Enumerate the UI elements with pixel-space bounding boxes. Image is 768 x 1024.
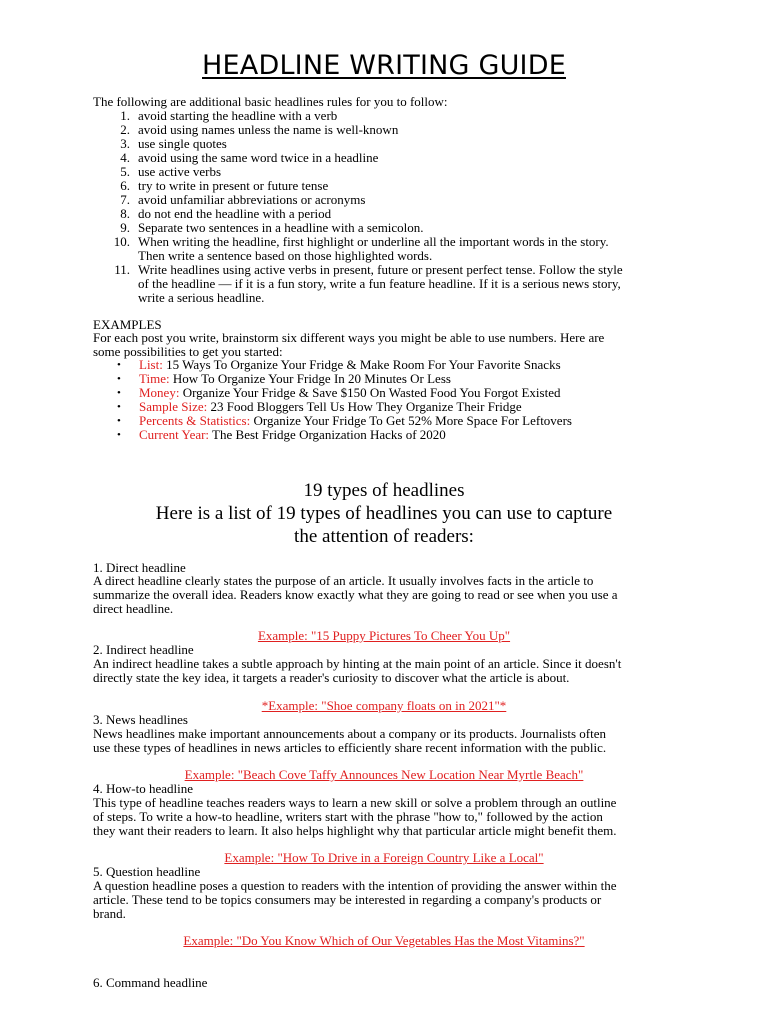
paragraph-line: This type of headline teaches readers ways to learn a new skill or solve a problem through an outline: [93, 795, 617, 810]
examples-intro-line: some possibilities to get you started:: [93, 344, 283, 359]
paragraph-line: use these types of headlines in news articles to efficiently share recent information with the public.: [93, 740, 607, 755]
rule-text: use single quotes: [138, 136, 227, 151]
section-paragraph: [93, 657, 668, 685]
section-example: Example: "Beach Cove Taffy Announces New Location Near Myrtle Beach": [184, 767, 584, 782]
rule-text: avoid unfamiliar abbreviations or acronyms: [138, 192, 366, 207]
example-item: [93, 358, 653, 372]
rule-item: [93, 179, 663, 193]
rule-text: try to write in present or future tense: [138, 178, 329, 193]
section-example: Example: "15 Puppy Pictures To Cheer You Up": [257, 628, 511, 643]
bullet-icon: •: [117, 429, 121, 441]
bullet-icon: •: [117, 359, 121, 371]
rule-item: [93, 123, 663, 137]
paragraph-line: article. These tend to be topics consumers may be interested in regarding a company's products or: [93, 892, 602, 907]
rule-text: Then write a sentence based on those highlighted words.: [138, 248, 433, 263]
rule-item: [93, 235, 663, 263]
examples-intro: [93, 331, 673, 359]
rule-item: [93, 193, 663, 207]
rule-number: 9.: [120, 220, 130, 235]
rule-item: [93, 221, 663, 235]
section-title: 1. Direct headline: [93, 560, 186, 575]
section-paragraph: [93, 574, 668, 616]
rule-item: [93, 207, 663, 221]
example-label: List:: [139, 357, 163, 372]
rule-number: 5.: [120, 164, 130, 179]
section-example: *Example: "Shoe company floats on in 2021"*: [261, 698, 507, 713]
rule-text: Separate two sentences in a headline with a semicolon.: [138, 220, 424, 235]
section-title: 3. News headlines: [93, 712, 188, 727]
paragraph-line: of steps. To write a how-to headline, writers start with the phrase "how to," followed by the action: [93, 809, 603, 824]
example-label: Time:: [139, 371, 170, 386]
paragraph-line: directly state the key idea, it targets a reader's curiosity to discover what the article is about.: [93, 670, 570, 685]
rule-text: write a serious headline.: [138, 290, 265, 305]
example-label: Money:: [139, 385, 180, 400]
types-heading: 19 types of headlines: [303, 480, 465, 501]
rule-item: [93, 263, 663, 305]
types-subheading: Here is a list of 19 types of headlines you can use to capture: [155, 503, 613, 524]
rule-item: [93, 151, 663, 165]
example-item: [93, 386, 653, 400]
paragraph-line: A question headline poses a question to readers with the intention of providing the answer within the: [93, 878, 617, 893]
rule-item: [93, 109, 663, 123]
rule-number: 1.: [120, 108, 130, 123]
rule-text: avoid starting the headline with a verb: [138, 108, 338, 123]
rule-text: of the headline — if it is a fun story, write a fun feature headline. If it is a serious news story,: [138, 276, 621, 291]
rule-item: [93, 137, 663, 151]
rule-number: 7.: [120, 192, 130, 207]
paragraph-line: An indirect headline takes a subtle approach by hinting at the main point of an article. Since it doesn't: [93, 656, 622, 671]
section-example: Example: "Do You Know Which of Our Vegetables Has the Most Vitamins?": [183, 933, 585, 948]
paragraph-line: summarize the overall idea. Readers know exactly what they are going to read or see when you use a: [93, 587, 618, 602]
examples-intro-line: For each post you write, brainstorm six different ways you might be able to use numbers. Here are: [93, 330, 605, 345]
rules-intro: The following are additional basic headlines rules for you to follow:: [93, 94, 448, 109]
example-text: Organize Your Fridge To Get 52% More Space For Leftovers: [250, 413, 572, 428]
rule-text: avoid using the same word twice in a headline: [138, 150, 379, 165]
rule-number: 11.: [114, 262, 130, 277]
rule-text: avoid using names unless the name is well-known: [138, 122, 399, 137]
paragraph-line: A direct headline clearly states the purpose of an article. It usually involves facts in the article to: [93, 573, 594, 588]
section-title: 6. Command headline: [93, 975, 208, 990]
rule-text: use active verbs: [138, 164, 222, 179]
paragraph-line: they want their readers to learn. It also helps highlight why that particular article might benefit them.: [93, 823, 617, 838]
section-title: 2. Indirect headline: [93, 642, 194, 657]
examples-heading: EXAMPLES: [93, 317, 162, 332]
rule-number: 6.: [120, 178, 130, 193]
rule-text: When writing the headline, first highlight or underline all the important words in the story.: [138, 234, 609, 249]
example-item: [93, 414, 653, 428]
bullet-icon: •: [117, 387, 121, 399]
bullet-icon: •: [117, 373, 121, 385]
rules-list: [93, 109, 663, 305]
examples-list: [93, 358, 653, 442]
rule-number: 8.: [120, 206, 130, 221]
example-item: [93, 372, 653, 386]
section-paragraph: [93, 879, 668, 921]
rule-text: do not end the headline with a period: [138, 206, 332, 221]
example-text: Organize Your Fridge & Save $150 On Wasted Food You Forgot Existed: [179, 385, 561, 400]
example-text: 15 Ways To Organize Your Fridge & Make Room For Your Favorite Snacks: [162, 357, 561, 372]
section-paragraph: [93, 796, 668, 838]
example-item: [93, 428, 653, 442]
section-example: Example: "How To Drive in a Foreign Country Like a Local": [224, 850, 544, 865]
example-text: The Best Fridge Organization Hacks of 2020: [209, 427, 446, 442]
example-label: Current Year:: [139, 427, 210, 442]
paragraph-line: brand.: [93, 906, 126, 921]
section-title: 4. How-to headline: [93, 781, 194, 796]
rule-number: 10.: [113, 234, 130, 249]
bullet-icon: •: [117, 401, 121, 413]
example-label: Percents & Statistics:: [139, 413, 251, 428]
rule-item: [93, 165, 663, 179]
document-title: HEADLINE WRITING GUIDE: [202, 50, 566, 81]
section-paragraph: [93, 727, 668, 755]
paragraph-line: direct headline.: [93, 601, 174, 616]
example-text: 23 Food Bloggers Tell Us How They Organize Their Fridge: [207, 399, 522, 414]
types-subheading: the attention of readers:: [294, 526, 474, 547]
example-label: Sample Size:: [139, 399, 208, 414]
rule-number: 4.: [120, 150, 130, 165]
rule-text: Write headlines using active verbs in present, future or present perfect tense. Follow the style: [138, 262, 623, 277]
section-title: 5. Question headline: [93, 864, 201, 879]
rule-number: 3.: [120, 136, 130, 151]
paragraph-line: News headlines make important announcements about a company or its products. Journalists often: [93, 726, 607, 741]
example-item: [93, 400, 653, 414]
example-text: How To Organize Your Fridge In 20 Minutes Or Less: [169, 371, 451, 386]
rule-number: 2.: [120, 122, 130, 137]
bullet-icon: •: [117, 415, 121, 427]
